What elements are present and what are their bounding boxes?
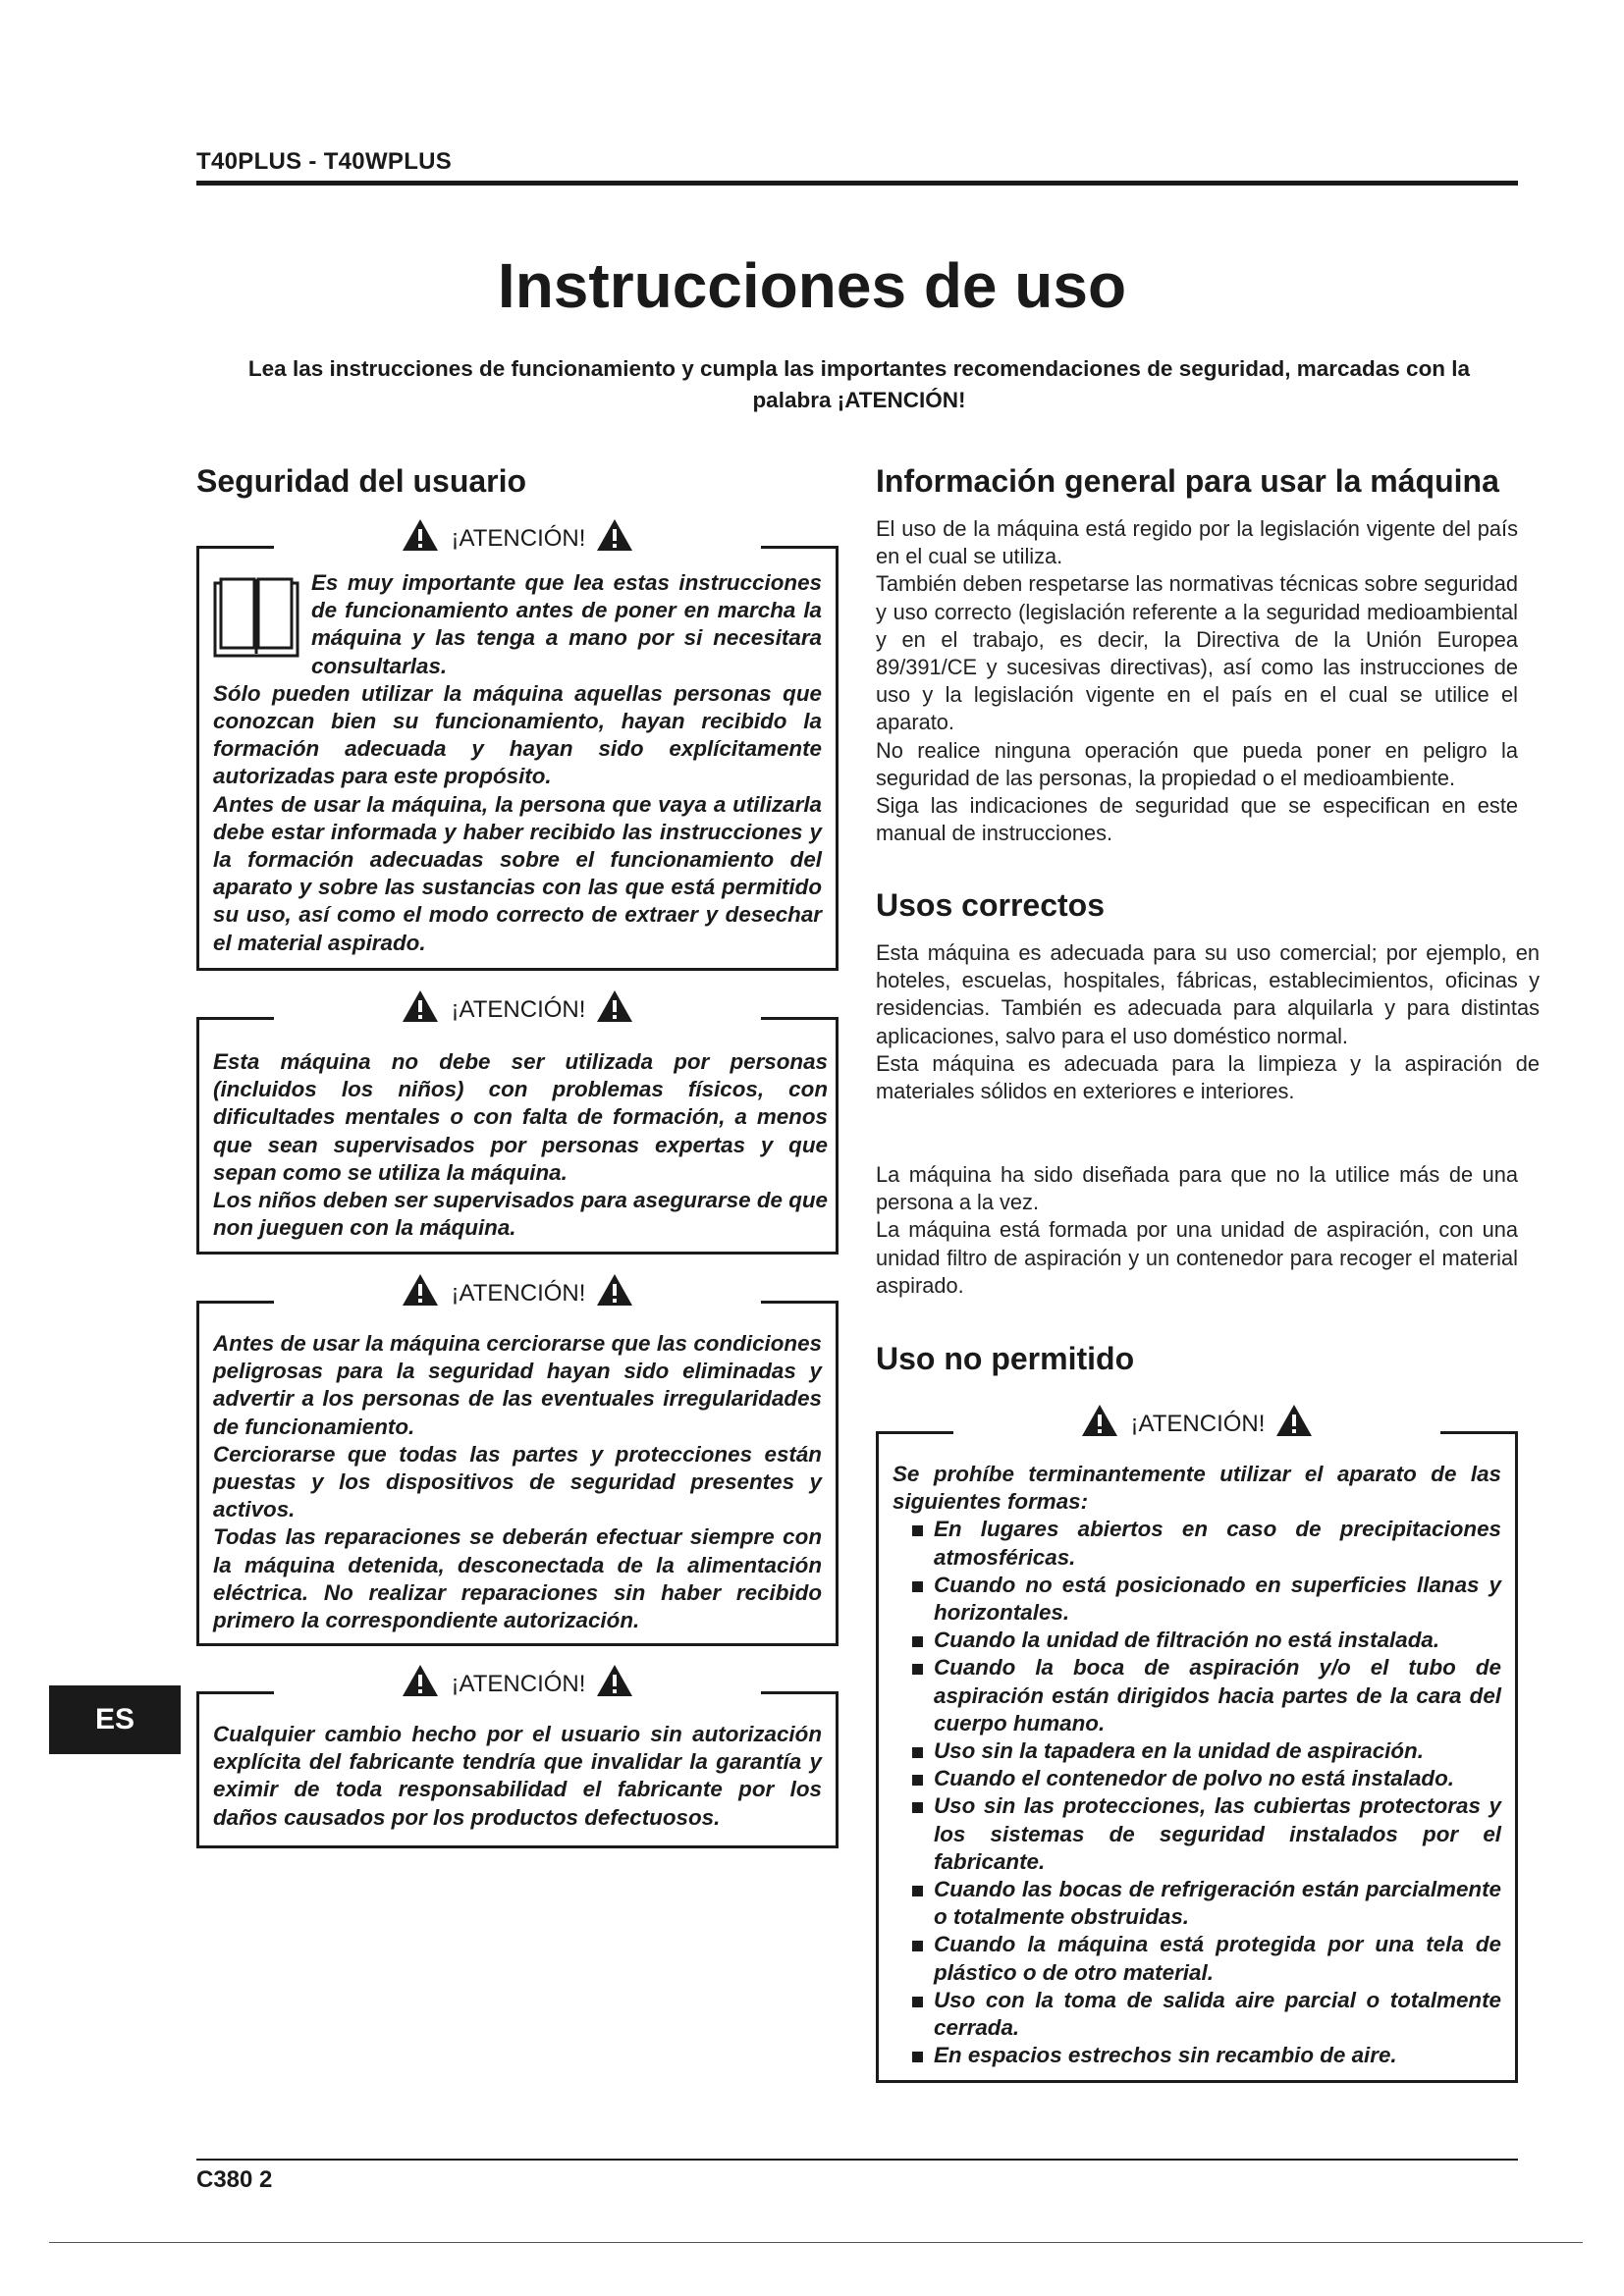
heading-user-safety: Seguridad del usuario xyxy=(196,463,527,499)
warning-text: Cualquier cambio hecho por el usuario sin autorización explícita del fabricante tendría que invalidar la garantía y eximir de toda responsabilidad el fabricante por los daños causados por los productos defectuosos. xyxy=(213,1722,822,1830)
warning-text: Esta máquina no debe ser utilizada por personas (incluidos los niños) con problemas físicos, con dificultades mentales o con falta de formación, a menos que sean supervisados por personas expertas y que sepan como se utiliza la máquina. xyxy=(213,1049,828,1185)
list-item: En espacios estrechos sin recambio de aire. xyxy=(893,2042,1501,2069)
warning-box-conditions xyxy=(196,1280,839,1646)
warning-triangle-icon xyxy=(402,518,439,552)
warning-triangle-icon xyxy=(1275,1404,1313,1437)
header-divider xyxy=(196,181,1518,186)
footer-code: C380 2 xyxy=(196,2166,273,2193)
warning-triangle-icon xyxy=(402,1664,439,1697)
warning-triangle-icon xyxy=(596,989,633,1023)
paragraph: No realice ninguna operación que pueda poner en peligro la seguridad de las personas, la propiedad o el medioambiente. xyxy=(876,737,1518,790)
list-item: En lugares abiertos en caso de precipitaciones atmosféricas. xyxy=(893,1516,1501,1571)
paragraph: Esta máquina es adecuada para la limpieza y la aspiración de materiales sólidos en exteriores e interiores. xyxy=(876,1050,1540,1104)
warning-text: Es muy importante que lea estas instrucciones de funcionamiento antes de poner en marcha la máquina y las tenga a mano por si necesitara consultarlas. xyxy=(311,570,822,678)
heading-general-info: Información general para usar la máquina xyxy=(876,463,1499,499)
paragraph: Siga las indicaciones de seguridad que se especifican en este manual de instrucciones. xyxy=(876,793,1518,846)
warning-label: ¡ATENCIÓN! xyxy=(451,525,586,552)
list-item: Cuando la boca de aspiración y/o el tubo de aspiración están dirigidos hacia partes de la cara del cuerpo humano. xyxy=(893,1654,1501,1737)
paragraph: También deben respetarse las normativas técnicas sobre seguridad y uso correcto (legislación referente a la seguridad medioambiental y en el trabajo, es decir, la Directiva de la Unión Europea 89/391/CE y sucesivas directivas), así como las instrucciones de uso y la legislación vigente en el país en el cual se utilice el aparato. xyxy=(876,571,1518,735)
warning-triangle-icon xyxy=(402,989,439,1023)
paragraph: La máquina ha sido diseñada para que no la utilice más de una persona a la vez. xyxy=(876,1162,1518,1215)
warning-text: Todas las reparaciones se deberán efectuar siempre con la máquina detenida, desconectada de la alimentación eléctrica. No realizar reparaciones sin haber recibido primero la correspondiente autorización. xyxy=(213,1524,822,1633)
page-title: Instrucciones de uso xyxy=(497,250,1127,321)
warning-header xyxy=(199,1664,836,1698)
paragraph: Esta máquina es adecuada para su uso comercial; por ejemplo, en hoteles, escuelas, hospitales, fábricas, establecimientos, oficinas y residencias. También es adecuada para alquilarla y para distintas aplicaciones, salvo para el uso doméstico normal. xyxy=(876,940,1540,1048)
warning-header xyxy=(199,518,836,553)
list-item: Cuando no está posicionado en superficies llanas y horizontales. xyxy=(893,1572,1501,1627)
footer-divider xyxy=(196,2159,1518,2161)
warning-text: Se prohíbe terminantemente utilizar el aparato de las siguientes formas: xyxy=(893,1462,1501,1515)
warning-text: Antes de usar la máquina cerciorarse que las condiciones peligrosas para la seguridad hayan sido eliminadas y advertir a los personas de las eventuales irregularidades de funcionamiento. xyxy=(213,1331,822,1439)
warning-header xyxy=(879,1404,1515,1438)
warning-text: Los niños deben ser supervisados para asegurarse de que non jueguen con la máquina. xyxy=(213,1188,828,1241)
list-item: Cuando el contenedor de polvo no está instalado. xyxy=(893,1765,1501,1792)
warning-triangle-icon xyxy=(596,1664,633,1697)
correct-uses-text xyxy=(876,939,1540,1105)
correct-uses-text-2 xyxy=(876,1161,1518,1300)
warning-box-children xyxy=(196,996,839,1255)
warning-triangle-icon xyxy=(596,518,633,552)
warning-triangle-icon xyxy=(596,1273,633,1307)
heading-correct-uses: Usos correctos xyxy=(876,887,1105,923)
warning-text: Sólo pueden utilizar la máquina aquellas personas que conozcan bien su funcionamiento, hayan recibido la formación adecuada y hayan sido explícitamente autorizadas para este propósito. xyxy=(213,680,822,789)
warning-header xyxy=(199,989,836,1024)
list-item: Cuando la máquina está protegida por una tela de plástico o de otro material. xyxy=(893,1931,1501,1986)
warning-box-warranty xyxy=(196,1671,839,1848)
header-model: T40PLUS - T40WPLUS xyxy=(196,148,453,175)
list-item: Uso sin las protecciones, las cubiertas protectoras y los sistemas de seguridad instalados por el fabricante. xyxy=(893,1792,1501,1876)
warning-label: ¡ATENCIÓN! xyxy=(451,1671,586,1697)
intro-text: Lea las instrucciones de funcionamiento y cumpla las importantes recomendaciones de seguridad, marcadas con la palabra ¡ATENCIÓN! xyxy=(247,356,1471,412)
paragraph: El uso de la máquina está regido por la legislación vigente del país en el cual se utiliza. xyxy=(876,516,1518,569)
heading-forbidden-use: Uso no permitido xyxy=(876,1341,1135,1376)
manual-book-icon xyxy=(213,577,299,660)
language-tab: ES xyxy=(49,1685,181,1754)
warning-label: ¡ATENCIÓN! xyxy=(451,996,586,1023)
list-item: Cuando la unidad de filtración no está instalada. xyxy=(893,1627,1501,1654)
warning-label: ¡ATENCIÓN! xyxy=(1130,1411,1266,1437)
warning-triangle-icon xyxy=(402,1273,439,1307)
list-item: Cuando las bocas de refrigeración están parcialmente o totalmente obstruidas. xyxy=(893,1876,1501,1931)
general-info-text xyxy=(876,515,1518,847)
warning-box-instructions xyxy=(196,525,839,971)
forbidden-list xyxy=(893,1516,1501,2069)
warning-triangle-icon xyxy=(1081,1404,1118,1437)
warning-text: Cerciorarse que todas las partes y protecciones están puestas y los dispositivos de seguridad presentes y activos. xyxy=(213,1441,822,1522)
list-item: Uso sin la tapadera en la unidad de aspiración. xyxy=(893,1737,1501,1765)
warning-header xyxy=(199,1273,836,1308)
list-item: Uso con la toma de salida aire parcial o totalmente cerrada. xyxy=(893,1987,1501,2042)
warning-box-forbidden xyxy=(876,1411,1518,2083)
warning-label: ¡ATENCIÓN! xyxy=(451,1280,586,1307)
warning-text: Antes de usar la máquina, la persona que vaya a utilizarla debe estar informada y haber recibido las instrucciones y la formación adecuadas sobre el funcionamiento del aparato y sobre las sustancias con las que está permitido su uso, así como el modo correcto de extraer y desechar el material aspirado. xyxy=(213,791,822,955)
page-bottom-line xyxy=(49,2242,1583,2243)
paragraph: La máquina está formada por una unidad de aspiración, con una unidad filtro de aspiración y un contenedor para recoger el material aspirado. xyxy=(876,1217,1518,1298)
